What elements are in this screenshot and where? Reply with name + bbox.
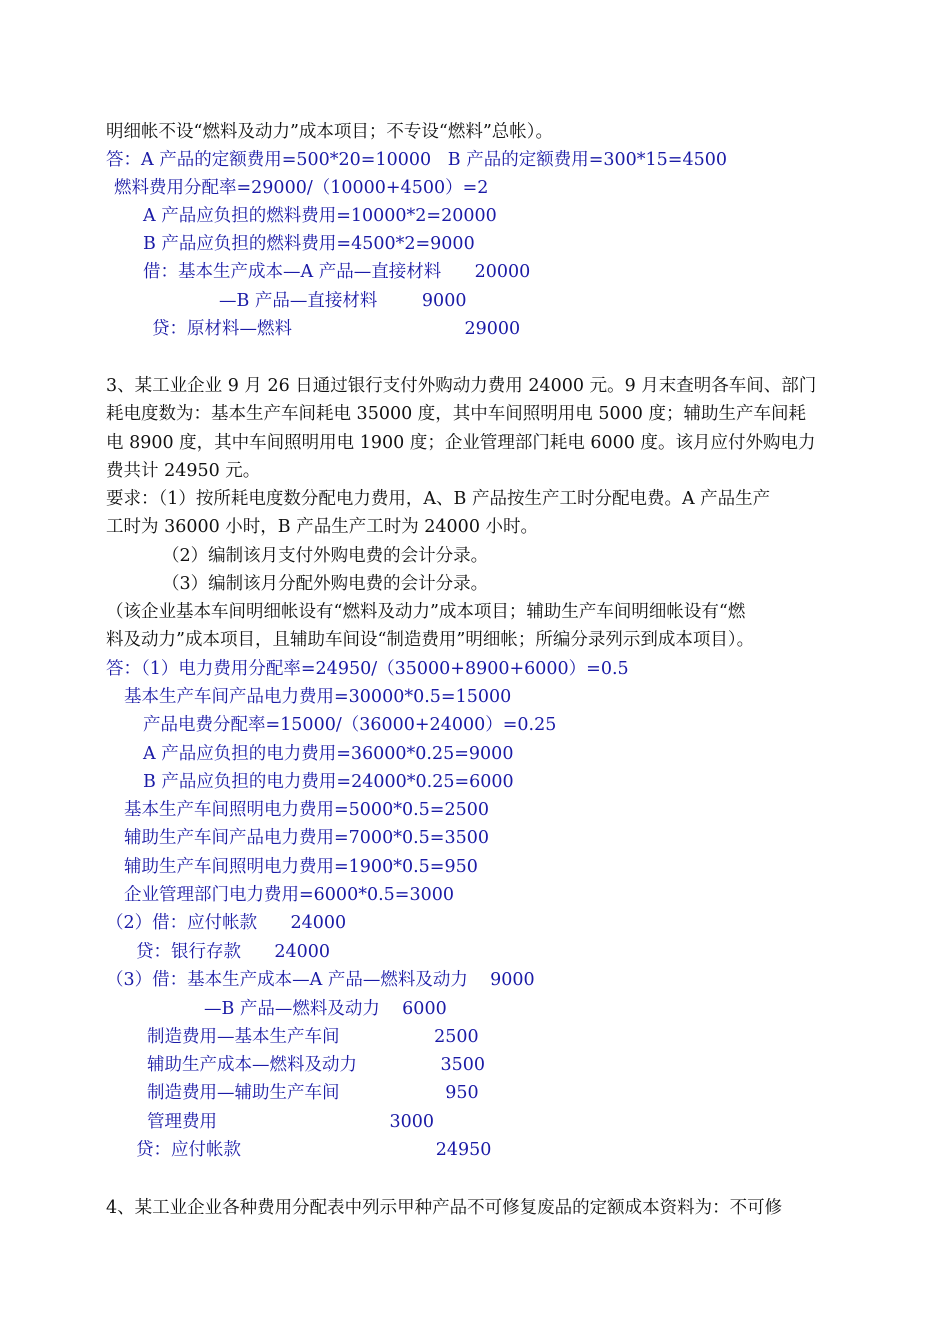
text-line: 燃料费用分配率=29000/（10000+4500）=2 [114,178,489,198]
text-line: 4、某工业企业各种费用分配表中列示甲种产品不可修复废品的定额成本资料为：不可修 [106,1198,783,1218]
text-line: 企业管理部门电力费用=6000*0.5=3000 [124,885,454,905]
text-line: B 产品应负担的燃料费用=4500*2=9000 [143,234,475,254]
text-line: 基本生产车间照明电力费用=5000*0.5=2500 [124,800,489,820]
text-line: 制造费用—基本生产车间 2500 [147,1027,479,1047]
text-line: 基本生产车间产品电力费用=30000*0.5=15000 [124,687,512,707]
text-line: （该企业基本车间明细帐设有“燃料及动力”成本项目；辅助生产车间明细帐设有“燃 [106,602,746,622]
text-line: （2）借：应付帐款 24000 [106,913,347,933]
text-line: A 产品应负担的燃料费用=10000*2=20000 [143,206,497,226]
text-line: 答：A 产品的定额费用=500*20=10000 B 产品的定额费用=300*15=4500 [106,150,728,170]
text-line: 管理费用 3000 [147,1112,434,1132]
text-line: 贷：银行存款 24000 [136,942,331,962]
text-line: 费共计 24950 元。 [106,461,261,481]
text-line: （3）编制该月分配外购电费的会计分录。 [162,574,489,594]
text-line: 要求：（1）按所耗电度数分配电力费用，A、B 产品按生产工时分配电费。A 产品生产 [106,489,771,509]
text-line: 辅助生产车间产品电力费用=7000*0.5=3500 [124,828,489,848]
text-line: 辅助生产车间照明电力费用=1900*0.5=950 [124,857,478,877]
text-line: 3、某工业企业 9 月 26 日通过银行支付外购动力费用 24000 元。9 月末查明各车间、部门 [106,376,817,396]
text-line: 答：（1）电力费用分配率=24950/（35000+8900+6000）=0.5 [106,659,629,679]
text-line: 电 8900 度，其中车间照明用电 1900 度；企业管理部门耗电 6000 度。该月应付外购电力 [106,433,816,453]
text-line: 制造费用—辅助生产车间 950 [147,1083,479,1103]
text-line: 产品电费分配率=15000/（36000+24000）=0.25 [143,715,557,735]
text-line: 借：基本生产成本—A 产品—直接材料 20000 [143,262,531,282]
text-line: （3）借：基本生产成本—A 产品—燃料及动力 9000 [106,970,535,990]
text-line: 辅助生产成本—燃料及动力 3500 [147,1055,485,1075]
text-line: 明细帐不设“燃料及动力”成本项目；不专设“燃料”总帐）。 [106,122,554,142]
text-line: B 产品应负担的电力费用=24000*0.25=6000 [143,772,514,792]
text-line: 贷：应付帐款 24950 [136,1140,492,1160]
text-line: 耗电度数为：基本生产车间耗电 35000 度，其中车间照明用电 5000 度；辅助生产车间耗 [106,404,806,424]
text-line: —B 产品—直接材料 9000 [219,291,467,311]
text-line: A 产品应负担的电力费用=36000*0.25=9000 [143,744,514,764]
text-line: 料及动力”成本项目，且辅助车间设“制造费用”明细帐；所编分录列示到成本项目）。 [106,630,755,650]
text-line: —B 产品—燃料及动力 6000 [204,999,447,1019]
text-line: 工时为 36000 小时，B 产品生产工时为 24000 小时。 [106,517,539,537]
text-line: （2）编制该月支付外购电费的会计分录。 [162,546,489,566]
text-line: 贷：原材料—燃料 29000 [152,319,521,339]
